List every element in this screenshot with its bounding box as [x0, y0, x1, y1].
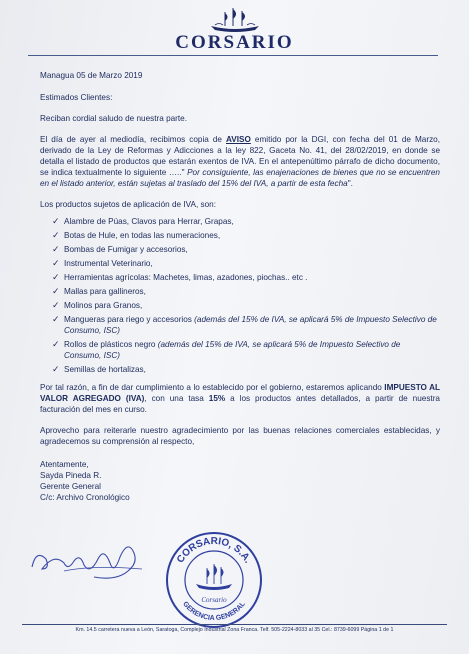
brand-name: CORSARIO	[175, 32, 294, 53]
letter-body	[40, 70, 440, 503]
check-icon: ✓	[52, 339, 60, 349]
product-item	[54, 258, 439, 269]
check-icon: ✓	[52, 230, 60, 240]
check-icon: ✓	[52, 272, 60, 282]
product-list	[40, 216, 440, 375]
check-icon: ✓	[52, 258, 60, 268]
product-item	[54, 230, 439, 241]
products-intro: Los productos sujetos de aplicación de IVA, son:	[40, 200, 216, 209]
product-item	[54, 300, 439, 311]
greeting: Estimados Clientes:	[40, 93, 113, 102]
product-item	[54, 314, 439, 336]
paragraph-thanks: Aprovecho para reiterarle nuestro agradecimiento por las buenas relaciones comerciales establecidas, y agradecemos su comprensión al respecto,	[40, 426, 440, 446]
letterhead	[0, 4, 469, 54]
closing-block	[40, 459, 440, 503]
product-note: (además del 15% de IVA, se aplicará 5% de Impuesto Selectivo de Consumo, ISC)	[64, 340, 401, 360]
footer-address: Km. 14.5 carretera nueva a León, Saratoga, Complejo Industrial Zona Franca. Telf. 505-2224-8033 al 35 Cel.: 8739-6099 Página 1 de 1	[75, 627, 394, 633]
stamp-bottom-text: GERENCIA GENERAL	[181, 600, 247, 623]
product-name: Mallas para gallineros,	[64, 287, 146, 296]
stamp-top-text: CORSARIO, S.A.	[175, 535, 254, 566]
signer-title: Gerente General	[40, 482, 101, 491]
product-item	[54, 216, 439, 227]
product-name: Instrumental Veterinario,	[64, 259, 153, 268]
product-name: Mangueras para riego y accesorios	[64, 315, 195, 324]
check-icon: ✓	[52, 244, 60, 254]
aviso-word: AVISO	[226, 135, 251, 144]
product-name: Semillas de hortalizas,	[64, 365, 146, 374]
quoted-text: Por consiguiente, las enajenaciones de bienes que no se encuentren en el listado anterior, están sujetas al traslado del 15% del IVA, a partir de esta fecha	[40, 168, 440, 188]
product-name: Herramientas agrícolas: Machetes, limas, azadones, piochas.. etc .	[64, 273, 308, 282]
dateline: Managua 05 de Marzo 2019	[40, 71, 143, 80]
company-stamp	[162, 528, 266, 628]
product-name: Alambre de Púas, Clavos para Herrar, Grapas,	[64, 217, 234, 226]
product-name: Molinos para Granos,	[64, 301, 143, 310]
check-icon: ✓	[52, 314, 60, 324]
check-icon: ✓	[52, 364, 60, 374]
product-name: Botas de Hule, en todas las numeraciones,	[64, 231, 221, 240]
product-name: Bombas de Fumigar y accesorios,	[64, 245, 188, 254]
check-icon: ✓	[52, 286, 60, 296]
signer-name: Sayda Pineda R.	[40, 471, 102, 480]
paragraph-iva: Por tal razón, a fin de dar cumplimiento a lo establecido por el gobierno, estaremos aplicando IMPUESTO AL VALOR AGREGADO (IVA), con una tasa 15% a los productos antes detallados, a partir de nuestra facturación del mes en curso.	[40, 383, 441, 414]
paragraph-aviso: El día de ayer al mediodía, recibimos copia de AVISO emitido por la DGI, con fecha del 01 de Marzo, derivado de la Ley de Reformas y Adicciones a la ley 822, Gaceta No. 41, del 28/02/2019, en donde se detalla el listado de productos que estarán exentos de IVA. En el antepenúltimo párrafo de dicho documento, se indica textualmente lo siguiente ….." Por consiguiente, las enajenaciones de bienes que no se encuentren en el listado anterior, están sujetas al traslado del 15% del IVA, a partir de esta fecha".	[40, 135, 440, 188]
product-item	[54, 364, 439, 375]
check-icon: ✓	[52, 216, 60, 226]
check-icon: ✓	[52, 300, 60, 310]
signature-icon	[24, 535, 154, 585]
product-item	[54, 244, 439, 255]
product-name: Rollos de plásticos negro	[64, 340, 158, 349]
ship-logo-icon	[205, 4, 265, 34]
intro-line: Reciban cordial saludo de nuestra parte.	[40, 114, 188, 123]
cc-line: C/c: Archivo Cronológico	[40, 493, 130, 502]
stamp-center-text: Corsario	[201, 596, 227, 604]
letterhead-divider	[28, 55, 438, 56]
product-item	[54, 286, 439, 297]
product-note: (además del 15% de IVA, se aplicará 5% de Impuesto Selectivo de Consumo, ISC)	[64, 315, 437, 335]
closing: Atentamente,	[40, 460, 89, 469]
product-item	[54, 339, 439, 361]
product-item	[54, 272, 439, 283]
footer-divider	[22, 624, 447, 625]
